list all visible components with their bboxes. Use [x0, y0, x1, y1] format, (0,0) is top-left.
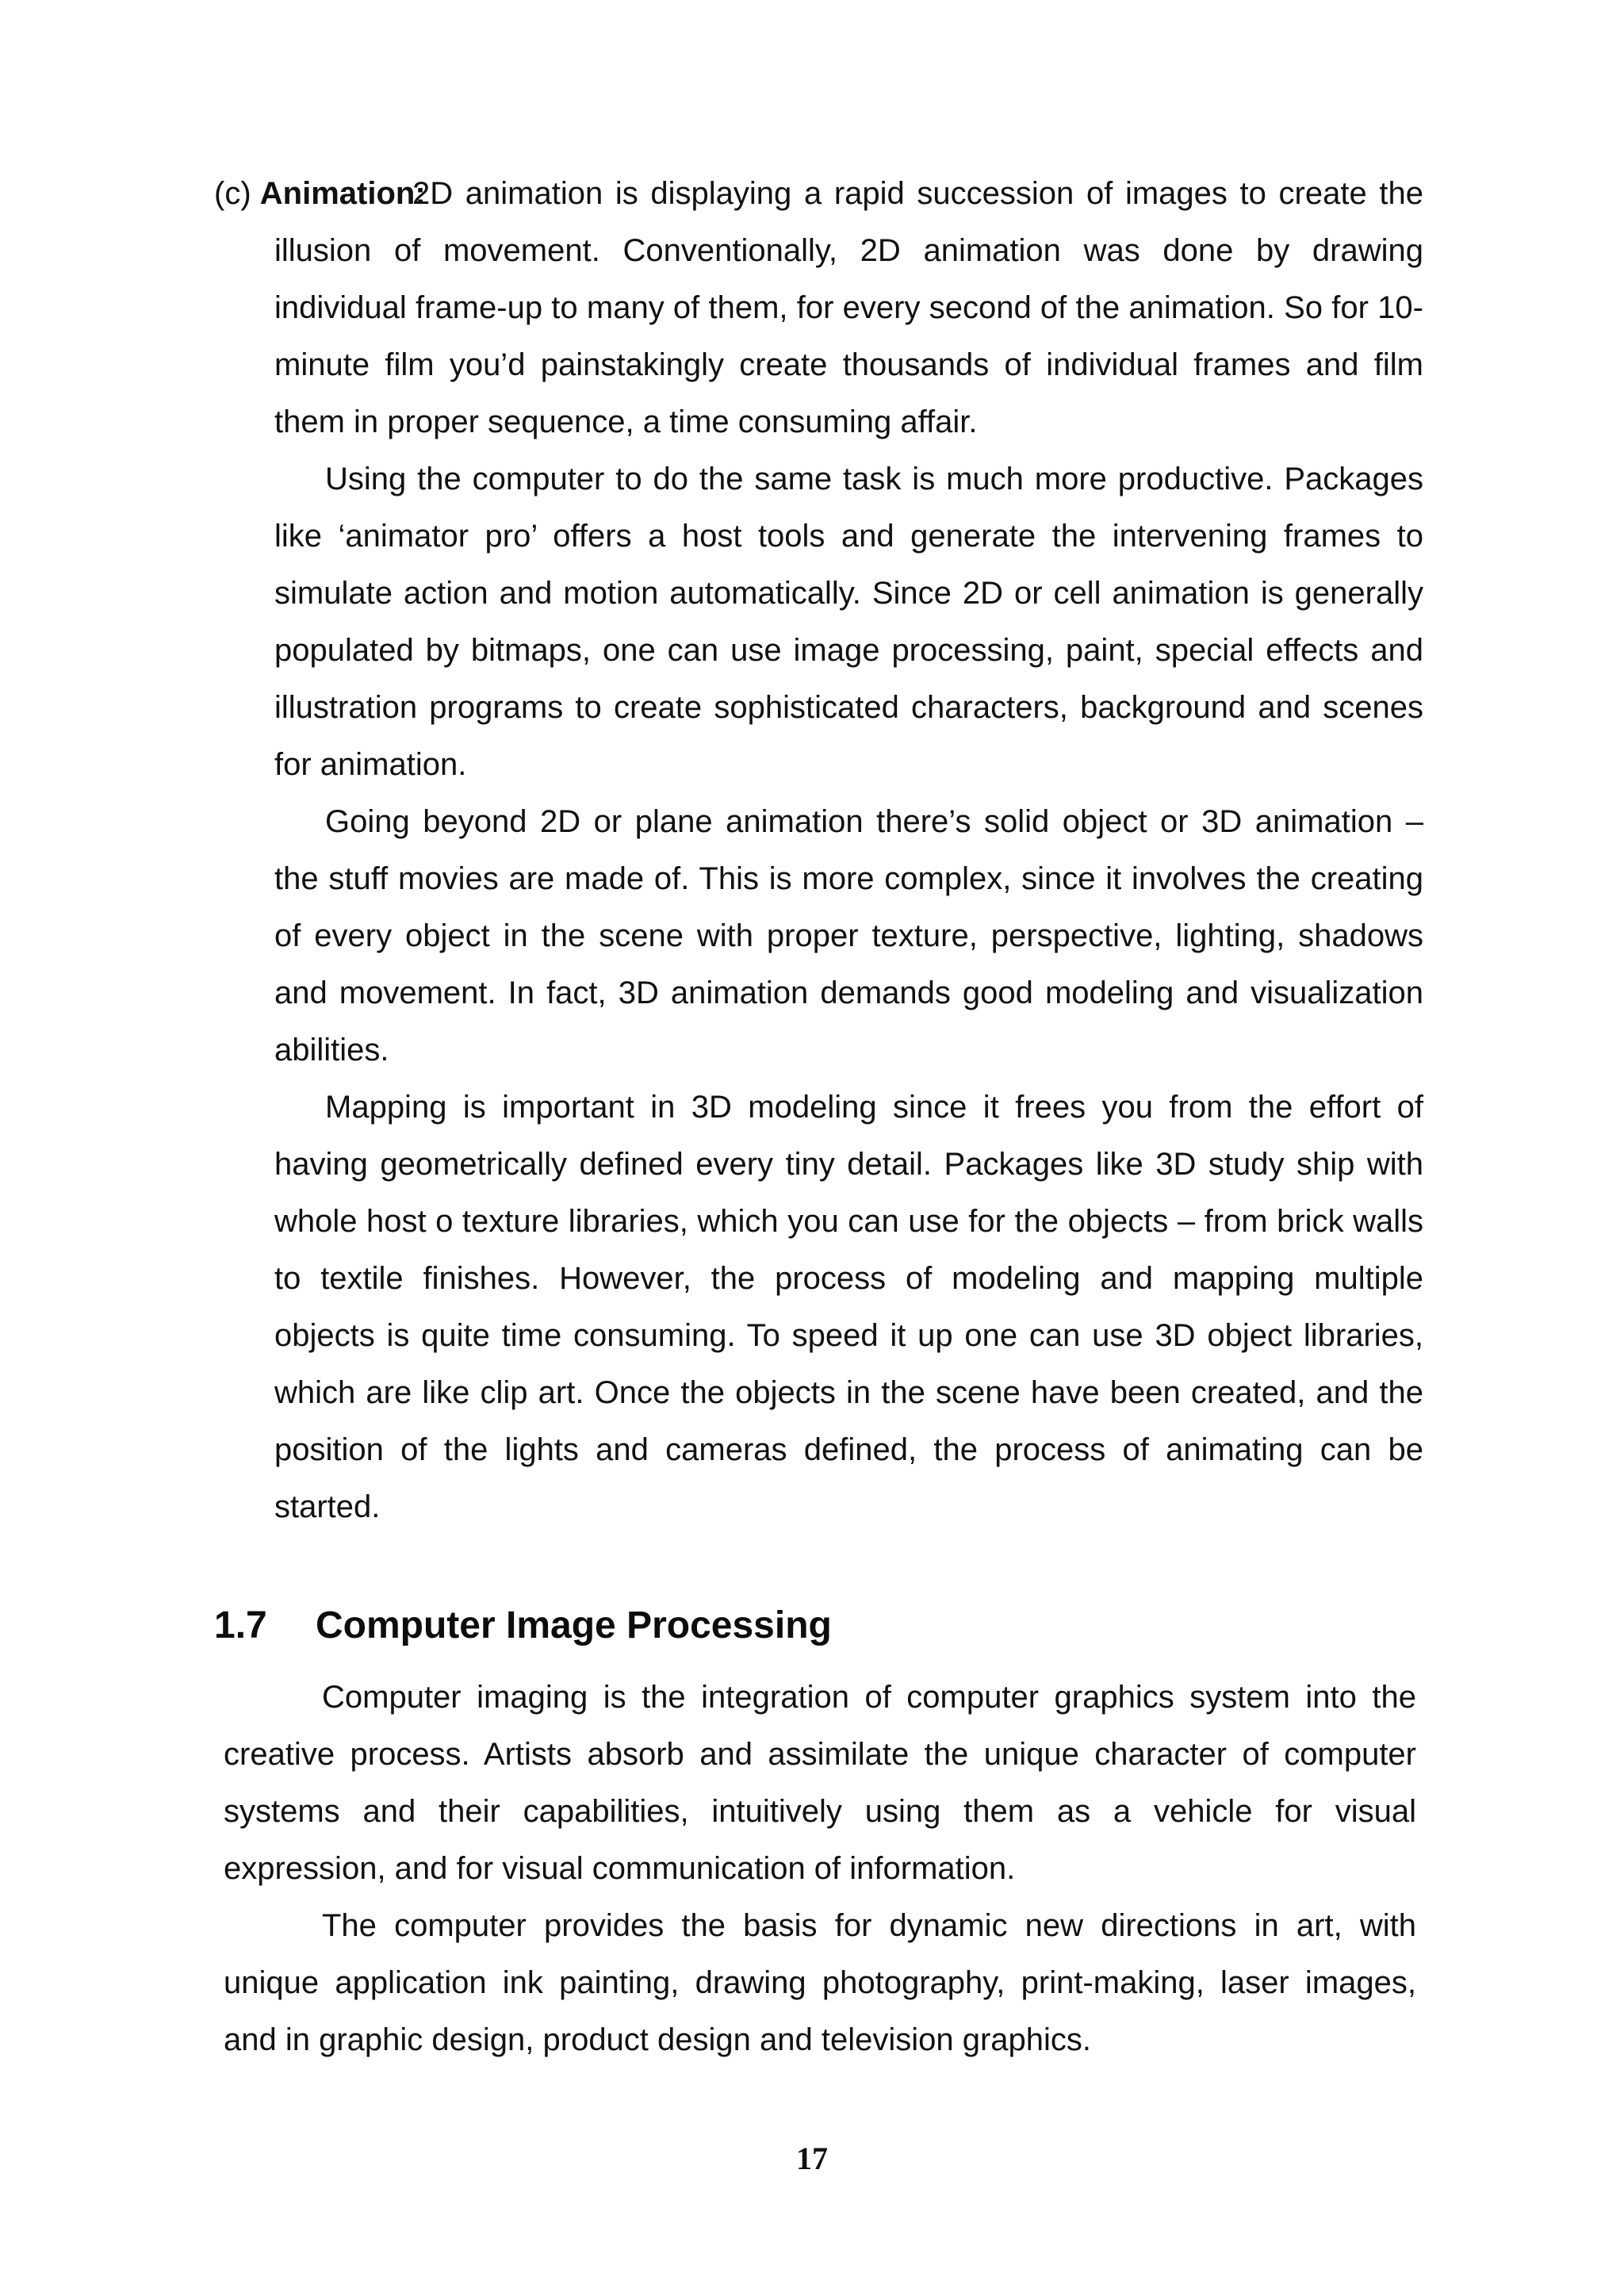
section-title: Computer Image Processing — [316, 1604, 832, 1646]
item-body — [274, 165, 1423, 1535]
section-body — [224, 1669, 1416, 2068]
animation-item — [214, 165, 1423, 1535]
section-paragraph-1: Computer imaging is the integration of computer graphics system into the creative process. Artists absorb and assimilate the unique character of computer systems and their capabilities, intuitively using them as a vehicle for visual expression, and for visual communication of information. — [224, 1680, 1416, 1886]
animation-paragraph-2: Using the computer to do the same task is much more productive. Packages like ‘animator pro’ offers a host tools and generate the intervening frames to simulate action and motion automatically. Since 2D or cell animation is generally populated by bitmaps, one can use image processing, paint, special effects and illustration programs to create sophisticated characters, background and scenes for animation. — [274, 462, 1423, 782]
section-heading — [214, 1602, 832, 1650]
section-paragraph-2: The computer provides the basis for dynamic new directions in art, with unique application ink painting, drawing photography, print-making, laser images, and in graphic design, product design and television graphics. — [224, 1908, 1416, 2057]
item-label — [214, 165, 426, 222]
animation-paragraph-4: Mapping is important in 3D modeling since it frees you from the effort of having geometrically defined every tiny detail. Packages like 3D study ship with whole host o texture libraries, which you can use for the objects – from brick walls to textile finishes. However, the process of modeling and mapping multiple objects is quite time consuming. To speed it up one can use 3D object libraries, which are like clip art. Once the objects in the scene have been created, and the position of the lights and cameras defined, the process of animating can be started. — [274, 1090, 1423, 1524]
animation-paragraph-1-text: 2D animation is displaying a rapid succession of images to create the illusion of movement. Conventionally, 2D animation was done by drawing individual frame-up to many of them, for every second of the animation. So for 10-minute film you’d painstakingly create thousands of individual frames and film them in proper sequence, a time consuming affair. — [274, 176, 1423, 439]
section-number: 1.7 — [214, 1604, 267, 1646]
animation-paragraph-1 — [274, 165, 1423, 450]
page-number: 17 — [796, 2141, 828, 2176]
item-term: Animation: — [259, 176, 426, 211]
item-marker: (c) — [214, 176, 251, 211]
animation-paragraph-3: Going beyond 2D or plane animation there’s solid object or 3D animation – the stuff movies are made of. This is more complex, since it involves the creating of every object in the scene with proper texture, perspective, lighting, shadows and movement. In fact, 3D animation demands good modeling and visualization abilities. — [274, 804, 1423, 1068]
